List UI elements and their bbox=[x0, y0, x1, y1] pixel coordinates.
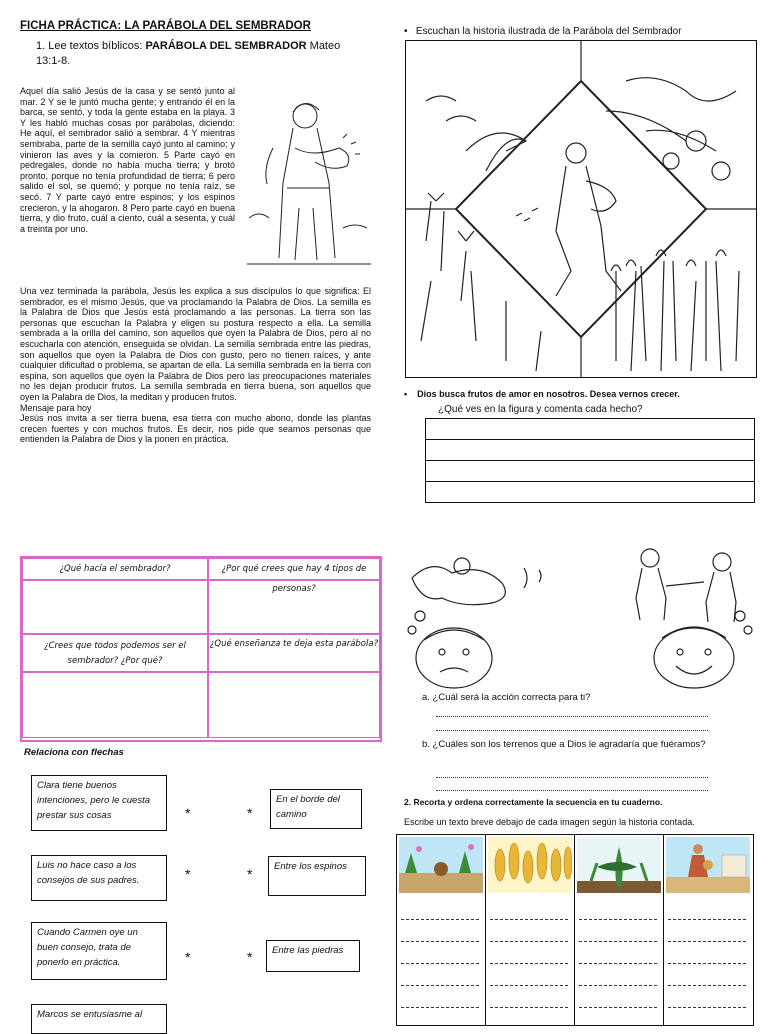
answer-line[interactable] bbox=[425, 481, 755, 503]
answer-dotted-line[interactable] bbox=[436, 730, 708, 731]
match-right-item[interactable]: Entre las piedras bbox=[266, 940, 360, 972]
write-line[interactable] bbox=[579, 1007, 657, 1008]
answer-cell[interactable] bbox=[22, 580, 208, 634]
write-line[interactable] bbox=[579, 985, 657, 986]
match-title: Relaciona con flechas bbox=[24, 747, 124, 758]
answer-line[interactable] bbox=[425, 460, 755, 481]
write-line[interactable] bbox=[490, 919, 568, 920]
answer-line[interactable] bbox=[425, 418, 755, 439]
table-header-q3: ¿Crees que todos podemos ser el sembrador? ¿Por qué? bbox=[22, 634, 208, 672]
answer-lines[interactable] bbox=[425, 418, 755, 503]
sower-illustration bbox=[243, 88, 375, 268]
question-a: a. ¿Cuál será la acción correcta para ti? bbox=[422, 692, 591, 703]
match-left-item[interactable]: Clara tiene buenos intenciones, pero le cuesta prestar sus cosas bbox=[31, 775, 167, 831]
write-line[interactable] bbox=[668, 941, 746, 942]
match-star[interactable]: * bbox=[247, 805, 253, 821]
match-right-item[interactable]: En el borde del camino bbox=[270, 789, 362, 829]
write-line[interactable] bbox=[668, 1007, 746, 1008]
scene-sower-picture bbox=[666, 837, 750, 893]
questions-table bbox=[20, 556, 382, 742]
write-line[interactable] bbox=[401, 1007, 479, 1008]
table-header-q2: ¿Por qué crees que hay 4 tipos de personas? bbox=[208, 558, 380, 580]
write-line[interactable] bbox=[401, 963, 479, 964]
match-left-item[interactable]: Marcos se entusiasme al bbox=[31, 1004, 167, 1034]
section2-title: 2. Recorta y ordena correctamente la secuencia en tu cuaderno. bbox=[404, 797, 663, 807]
choice-illustration bbox=[404, 548, 756, 690]
figure-question: ¿Qué ves en la figura y comenta cada hecho? bbox=[438, 404, 643, 415]
write-line[interactable] bbox=[668, 985, 746, 986]
scene-thorns-picture bbox=[577, 837, 661, 893]
table-header-q1: ¿Qué hacía el sembrador? bbox=[22, 558, 208, 580]
write-line[interactable] bbox=[490, 963, 568, 964]
answer-cell[interactable] bbox=[208, 580, 380, 634]
write-line[interactable] bbox=[490, 985, 568, 986]
answer-dotted-line[interactable] bbox=[436, 716, 708, 717]
write-line[interactable] bbox=[401, 919, 479, 920]
story-explanation: Una vez terminada la parábola, Jesús les explica a sus discípulos lo que significa: El sembrador, es el mismo Jesús, que va proclamando la Palabra de Dios. La semilla es la Palabra de Dios que Jesús está proclamando a las personas. La tierra son las personas que escuchan la Palabra y eligen su postura respecto a ella. La semilla sembrada a la orilla del camino, son aquellos que oyen la Palabra de Dios, pero al no escucharla con atención, enseguida se olvidan. La semilla sembrada entre las piedras, son aquellos que oyen la Palabra de Dios con gusto, pero no tienen raíces, y ante cualquier dificultad o problema, se apartan de ella. La semilla sembrada en la tierra con espina, son aquellos que oyen la Palabra de Dios pero las preocupaciones materiales no les dejan producir frutos. La semilla sembrada en tierra buena, son aquellos que oyen la Palabra de Dios, la meditan y producen frutos. Mensaje para hoy Jesús nos invita a ser tierra buena, esa tierra con mucho abono, donde las plantas crecen fuertes y con muchos frutos. Es decir, nos pide que seamos personas que entienden la Palabra de Dios y la ponen en práctica. bbox=[20, 286, 371, 445]
match-star[interactable]: * bbox=[185, 805, 191, 821]
sequence-column bbox=[664, 835, 753, 1025]
bullet-listen: • Escuchan la historia ilustrada de la Parábola del Sembrador bbox=[404, 26, 682, 37]
section2-instruction: Escribe un texto breve debajo de cada imagen según la historia contada. bbox=[404, 817, 695, 827]
answer-cell[interactable] bbox=[208, 672, 380, 738]
match-left-item[interactable]: Luis no hace caso a los consejos de sus padres. bbox=[31, 855, 167, 901]
table-header-q4: ¿Qué enseñanza te deja esta parábola? bbox=[208, 634, 380, 672]
match-star[interactable]: * bbox=[185, 866, 191, 882]
write-line[interactable] bbox=[668, 919, 746, 920]
parable-drawing bbox=[406, 41, 756, 377]
question-b: b. ¿Cuáles son los terrenos que a Dios le agradaría que fuéramos? bbox=[422, 739, 706, 750]
answer-dotted-line[interactable] bbox=[436, 777, 708, 778]
bullet-god-fruits: • Dios busca frutos de amor en nosotros. Desea vernos crecer. bbox=[404, 389, 680, 399]
match-left-item[interactable]: Cuando Carmen oye un buen consejo, trata de ponerlo en práctica. bbox=[31, 922, 167, 980]
sequence-table bbox=[396, 834, 754, 1026]
reading-instruction: 1. Lee textos bíblicos: PARÁBOLA DEL SEMBRADOR Mateo 13:1-8. bbox=[36, 40, 341, 67]
write-line[interactable] bbox=[579, 941, 657, 942]
write-line[interactable] bbox=[401, 941, 479, 942]
write-line[interactable] bbox=[579, 963, 657, 964]
scene-wheat-picture bbox=[488, 837, 572, 893]
scene-path-picture bbox=[399, 837, 483, 893]
answer-dotted-line[interactable] bbox=[436, 790, 708, 791]
sequence-column bbox=[575, 835, 664, 1025]
write-line[interactable] bbox=[668, 963, 746, 964]
write-line[interactable] bbox=[579, 919, 657, 920]
write-line[interactable] bbox=[490, 941, 568, 942]
sequence-column bbox=[486, 835, 575, 1025]
match-star[interactable]: * bbox=[247, 866, 253, 882]
write-line[interactable] bbox=[490, 1007, 568, 1008]
match-right-item[interactable]: Entre los espinos bbox=[268, 856, 366, 896]
answer-line[interactable] bbox=[425, 439, 755, 460]
write-line[interactable] bbox=[401, 985, 479, 986]
match-star[interactable]: * bbox=[185, 949, 191, 965]
page-title: FICHA PRÁCTICA: LA PARÁBOLA DEL SEMBRADOR bbox=[20, 20, 311, 32]
answer-cell[interactable] bbox=[22, 672, 208, 738]
match-star[interactable]: * bbox=[247, 949, 253, 965]
parable-illustration bbox=[405, 40, 757, 378]
sequence-column bbox=[397, 835, 486, 1025]
story-text: Aquel día salió Jesús de la casa y se sentó junto al mar. 2 Y se le juntó mucha gente; y entrando él en la barca, se sentó, y toda la gente estaba en la playa. 3 Y les habló muchas cosas por parábolas, diciendo: He aquí, el sembrador salió a sembrar. 4 Y mientras sembraba, parte de la semilla cayó junto al camino; y vinieron las aves y la comieron. 5 Parte cayó en pedregales, donde no había mucha tierra; y brotó pronto, porque no tenía profundidad de tierra; 6 pero salido el sol, se quemó; y porque no tenía raíz, se secó. 7 Y parte cayó entre espinos; y los espinos crecieron, y la ahogaron. 8 Pero parte cayó en buena tierra, y dio fruto, cuál a ciento, cuál a sesenta, y cuál a treinta por uno. bbox=[20, 86, 235, 234]
